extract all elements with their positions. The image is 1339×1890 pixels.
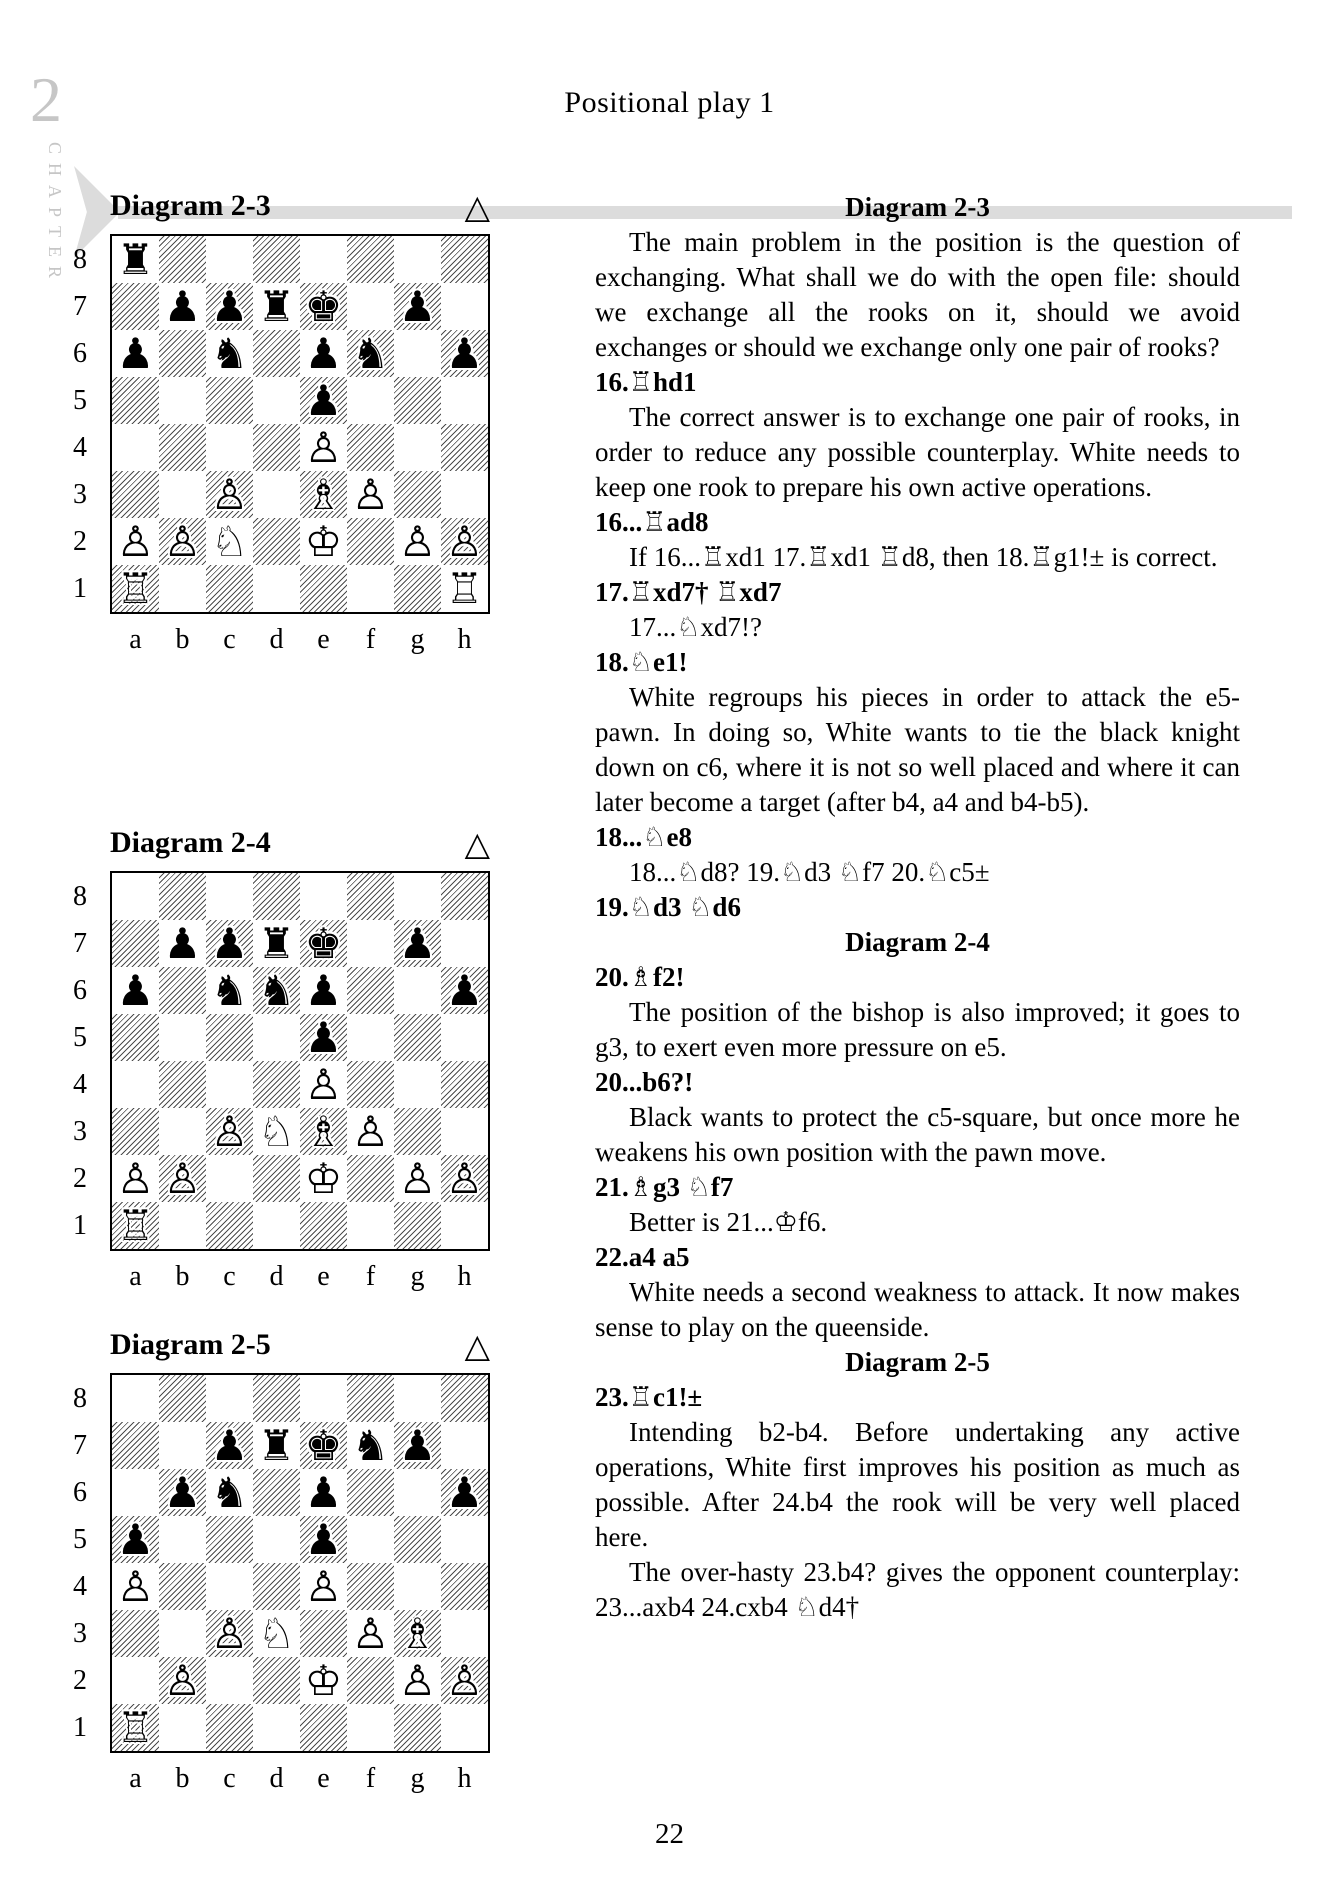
piece-wP-c3: ♙ <box>210 1608 249 1658</box>
piece-bN-f6: ♞ <box>351 328 390 378</box>
square-b3 <box>159 471 206 518</box>
square-h4 <box>441 1061 488 1108</box>
square-b1 <box>159 565 206 612</box>
move-line: 16.♖hd1 <box>595 367 697 397</box>
square-f1 <box>347 1202 394 1249</box>
square-g6 <box>394 330 441 377</box>
square-h5 <box>441 377 488 424</box>
piece-bP-e5: ♟ <box>304 1012 343 1062</box>
file-label-e: e <box>317 1763 330 1794</box>
square-c2 <box>206 1657 253 1704</box>
square-a7 <box>112 283 159 330</box>
piece-bP-h6: ♟ <box>445 328 484 378</box>
square-g5 <box>394 1014 441 1061</box>
square-d2 <box>253 1155 300 1202</box>
piece-bP-c7: ♟ <box>210 1420 249 1470</box>
piece-bP-a5: ♟ <box>116 1514 155 1564</box>
white-to-move-icon: △ <box>464 186 490 226</box>
square-b1 <box>159 1704 206 1751</box>
piece-bR-d7: ♜ <box>257 281 296 331</box>
variation-line: 17...♘xd7!? <box>629 612 762 642</box>
piece-wR-a1: ♖ <box>116 1702 155 1752</box>
square-d2 <box>253 518 300 565</box>
square-a3 <box>112 1108 159 1155</box>
square-d5 <box>253 1014 300 1061</box>
rank-label-6: 6 <box>73 975 87 1006</box>
square-f7 <box>347 283 394 330</box>
file-labels <box>112 1763 490 1795</box>
square-c5 <box>206 1014 253 1061</box>
annotation-text-column <box>595 190 1240 1625</box>
square-c1 <box>206 1202 253 1249</box>
move-line: 18.♘e1! <box>595 647 688 677</box>
square-f5 <box>347 1014 394 1061</box>
rank-labels <box>60 236 100 612</box>
piece-bP-e6: ♟ <box>304 965 343 1015</box>
piece-wP-g2: ♙ <box>398 1153 437 1203</box>
square-b3 <box>159 1108 206 1155</box>
square-b6 <box>159 967 206 1014</box>
square-f5 <box>347 1516 394 1563</box>
file-label-c: c <box>223 624 236 655</box>
square-e8 <box>300 236 347 283</box>
square-g1 <box>394 1704 441 1751</box>
square-g5 <box>394 377 441 424</box>
text-paragraph: The over-hasty 23.b4? gives the opponent counterplay: 23...axb4 24.cxb4 ♘d4† <box>595 1557 1240 1622</box>
square-g8 <box>394 236 441 283</box>
rank-labels <box>60 1375 100 1751</box>
square-e3 <box>300 1610 347 1657</box>
piece-bK-e7: ♚ <box>304 1420 343 1470</box>
file-label-h: h <box>457 1261 472 1292</box>
square-c8 <box>206 236 253 283</box>
piece-wP-a2: ♙ <box>116 516 155 566</box>
file-label-b: b <box>175 624 190 655</box>
square-c5 <box>206 1516 253 1563</box>
piece-bP-g7: ♟ <box>398 1420 437 1470</box>
move-line: 20...b6?! <box>595 1067 694 1097</box>
piece-wP-h2: ♙ <box>445 1153 484 1203</box>
square-d1 <box>253 1704 300 1751</box>
square-a5 <box>112 377 159 424</box>
piece-wP-b2: ♙ <box>163 516 202 566</box>
square-d8 <box>253 236 300 283</box>
square-f6 <box>347 1469 394 1516</box>
square-e8 <box>300 873 347 920</box>
square-c1 <box>206 1704 253 1751</box>
file-label-h: h <box>457 1763 472 1794</box>
chess-diagram-2-5 <box>73 1322 490 1795</box>
file-labels <box>112 1261 490 1293</box>
piece-bP-c7: ♟ <box>210 281 249 331</box>
text-paragraph: Black wants to protect the c5-square, but once more he weakens his own position with the pawn move. <box>595 1102 1240 1167</box>
square-h7 <box>441 920 488 967</box>
piece-wP-b2: ♙ <box>163 1655 202 1705</box>
move-line: 19.♘d3 ♘d6 <box>595 892 741 922</box>
square-f4 <box>347 1563 394 1610</box>
rank-label-4: 4 <box>73 1069 87 1100</box>
square-g4 <box>394 1061 441 1108</box>
move-line: 22.a4 a5 <box>595 1242 690 1272</box>
piece-bP-a6: ♟ <box>116 965 155 1015</box>
piece-bP-g7: ♟ <box>398 281 437 331</box>
rank-label-2: 2 <box>73 1665 87 1696</box>
rank-label-7: 7 <box>73 928 87 959</box>
rank-label-2: 2 <box>73 526 87 557</box>
file-label-a: a <box>129 1763 142 1794</box>
chess-board <box>73 1373 490 1753</box>
rank-label-6: 6 <box>73 1477 87 1508</box>
square-f4 <box>347 424 394 471</box>
square-h4 <box>441 424 488 471</box>
square-a3 <box>112 471 159 518</box>
square-b7 <box>159 1422 206 1469</box>
file-label-f: f <box>365 1261 376 1292</box>
page-number: 22 <box>655 1818 684 1850</box>
square-f5 <box>347 377 394 424</box>
file-label-g: g <box>410 1763 425 1794</box>
piece-wP-a2: ♙ <box>116 1153 155 1203</box>
square-a4 <box>112 424 159 471</box>
rank-label-4: 4 <box>73 1571 87 1602</box>
piece-bK-e7: ♚ <box>304 918 343 968</box>
file-label-g: g <box>410 624 425 655</box>
square-d4 <box>253 1061 300 1108</box>
rank-label-3: 3 <box>73 479 87 510</box>
piece-wP-e4: ♙ <box>304 1561 343 1611</box>
file-label-d: d <box>269 1763 284 1794</box>
square-a4 <box>112 1061 159 1108</box>
square-a8 <box>112 873 159 920</box>
piece-wP-a4: ♙ <box>116 1561 155 1611</box>
piece-bP-h6: ♟ <box>445 965 484 1015</box>
text-paragraph: The correct answer is to exchange one pair of rooks, in order to reduce any possible counterplay. White needs to keep one rook to prepare his own active operations. <box>595 402 1240 502</box>
diagram-heading: Diagram 2-3 <box>845 192 990 222</box>
square-f6 <box>347 967 394 1014</box>
square-b4 <box>159 1563 206 1610</box>
variation-line: Better is 21...♔f6. <box>629 1207 828 1237</box>
square-h7 <box>441 1422 488 1469</box>
square-f1 <box>347 1704 394 1751</box>
piece-bP-e6: ♟ <box>304 1467 343 1517</box>
square-g8 <box>394 873 441 920</box>
file-label-g: g <box>410 1261 425 1292</box>
rank-label-5: 5 <box>73 385 87 416</box>
square-d5 <box>253 1516 300 1563</box>
square-a2 <box>112 1657 159 1704</box>
piece-wP-c3: ♙ <box>210 469 249 519</box>
rank-label-8: 8 <box>73 881 87 912</box>
text-paragraph: The position of the bishop is also improved; it goes to g3, to exert even more pressure on e5. <box>595 997 1240 1062</box>
piece-bP-e5: ♟ <box>304 1514 343 1564</box>
square-d6 <box>253 330 300 377</box>
piece-wB-e3: ♗ <box>304 469 343 519</box>
square-f1 <box>347 565 394 612</box>
square-c2 <box>206 1155 253 1202</box>
rank-label-2: 2 <box>73 1163 87 1194</box>
square-g3 <box>394 1108 441 1155</box>
square-g6 <box>394 1469 441 1516</box>
rank-labels <box>60 873 100 1249</box>
piece-bP-g7: ♟ <box>398 918 437 968</box>
square-h8 <box>441 873 488 920</box>
text-paragraph: The main problem in the position is the question of exchanging. What shall we do with the open file: should we exchange all the rooks on it, should we avoid exchanges or should we exchange only one pair of rooks? <box>595 227 1240 362</box>
piece-bP-a6: ♟ <box>116 328 155 378</box>
square-b5 <box>159 1516 206 1563</box>
square-e1 <box>300 1202 347 1249</box>
piece-wP-b2: ♙ <box>163 1153 202 1203</box>
piece-bK-e7: ♚ <box>304 281 343 331</box>
rank-label-7: 7 <box>73 291 87 322</box>
variation-line: 18...♘d8? 19.♘d3 ♘f7 20.♘c5± <box>629 857 990 887</box>
chess-diagram-2-3 <box>73 183 490 656</box>
file-label-f: f <box>365 1763 376 1794</box>
piece-bP-b6: ♟ <box>163 1467 202 1517</box>
piece-bR-a8: ♜ <box>116 234 155 284</box>
square-h3 <box>441 1610 488 1657</box>
square-a6 <box>112 1469 159 1516</box>
square-b8 <box>159 236 206 283</box>
square-g1 <box>394 1202 441 1249</box>
rank-label-7: 7 <box>73 1430 87 1461</box>
diagram-label: Diagram 2-5 <box>110 1328 271 1361</box>
piece-bP-h6: ♟ <box>445 1467 484 1517</box>
rank-label-6: 6 <box>73 338 87 369</box>
piece-wP-f3: ♙ <box>351 1106 390 1156</box>
piece-bN-c6: ♞ <box>210 328 249 378</box>
text-paragraph: White needs a second weakness to attack. It now makes sense to play on the queenside. <box>595 1277 1240 1342</box>
rank-label-8: 8 <box>73 244 87 275</box>
piece-wP-f3: ♙ <box>351 469 390 519</box>
square-f2 <box>347 1657 394 1704</box>
file-label-e: e <box>317 1261 330 1292</box>
move-line: 18...♘e8 <box>595 822 692 852</box>
file-label-h: h <box>457 624 472 655</box>
square-f7 <box>347 920 394 967</box>
piece-wN-d3: ♘ <box>257 1106 296 1156</box>
square-b5 <box>159 1014 206 1061</box>
piece-bN-c6: ♞ <box>210 1467 249 1517</box>
rank-label-1: 1 <box>73 1712 87 1743</box>
piece-wK-e2: ♔ <box>304 1153 343 1203</box>
chapter-label: CHAPTER <box>45 142 65 288</box>
text-paragraph: White regroups his pieces in order to attack the e5-pawn. In doing so, White wants to tie the black knight down on c6, where it is not so well placed and where it can later become a target (after b4, a4 and b4-b5). <box>595 682 1240 817</box>
piece-wR-a1: ♖ <box>116 1200 155 1250</box>
square-a8 <box>112 1375 159 1422</box>
rank-label-1: 1 <box>73 1210 87 1241</box>
piece-wP-c3: ♙ <box>210 1106 249 1156</box>
square-h5 <box>441 1516 488 1563</box>
square-h1 <box>441 1704 488 1751</box>
text-paragraph: Intending b2-b4. Before undertaking any active operations, White first improves his position as much as possible. After 24.b4 the rook will be very well placed here. <box>595 1417 1240 1552</box>
square-c5 <box>206 377 253 424</box>
white-to-move-icon: △ <box>464 823 490 863</box>
square-b4 <box>159 424 206 471</box>
square-a3 <box>112 1610 159 1657</box>
file-label-d: d <box>269 624 284 655</box>
file-label-e: e <box>317 624 330 655</box>
piece-wP-g2: ♙ <box>398 516 437 566</box>
rank-label-5: 5 <box>73 1524 87 1555</box>
piece-bP-e5: ♟ <box>304 375 343 425</box>
square-d8 <box>253 873 300 920</box>
file-labels <box>112 624 490 656</box>
square-d1 <box>253 565 300 612</box>
file-label-b: b <box>175 1261 190 1292</box>
piece-wB-g3: ♗ <box>398 1608 437 1658</box>
piece-bR-d7: ♜ <box>257 1420 296 1470</box>
square-d5 <box>253 377 300 424</box>
move-line: 23.♖c1!± <box>595 1382 703 1412</box>
square-f4 <box>347 1061 394 1108</box>
square-d3 <box>253 471 300 518</box>
piece-bP-e6: ♟ <box>304 328 343 378</box>
rank-label-8: 8 <box>73 1383 87 1414</box>
square-h3 <box>441 471 488 518</box>
running-header: Positional play 1 <box>564 86 775 119</box>
chess-diagram-2-4 <box>73 820 490 1293</box>
square-g3 <box>394 471 441 518</box>
square-g8 <box>394 1375 441 1422</box>
piece-wN-d3: ♘ <box>257 1608 296 1658</box>
square-e1 <box>300 1704 347 1751</box>
square-c4 <box>206 1563 253 1610</box>
square-d4 <box>253 424 300 471</box>
square-e8 <box>300 1375 347 1422</box>
square-g6 <box>394 967 441 1014</box>
square-b3 <box>159 1610 206 1657</box>
square-d4 <box>253 1563 300 1610</box>
square-f2 <box>347 1155 394 1202</box>
square-a7 <box>112 1422 159 1469</box>
rank-label-5: 5 <box>73 1022 87 1053</box>
piece-wP-g2: ♙ <box>398 1655 437 1705</box>
square-e1 <box>300 565 347 612</box>
square-b4 <box>159 1061 206 1108</box>
move-line: 20.♗f2! <box>595 962 685 992</box>
square-d2 <box>253 1657 300 1704</box>
piece-bN-c6: ♞ <box>210 965 249 1015</box>
square-c4 <box>206 1061 253 1108</box>
square-a5 <box>112 1014 159 1061</box>
piece-wR-a1: ♖ <box>116 563 155 613</box>
file-label-a: a <box>129 624 142 655</box>
piece-bP-b7: ♟ <box>163 281 202 331</box>
square-d1 <box>253 1202 300 1249</box>
text-paragraph: If 16...♖xd1 17.♖xd1 ♖d8, then 18.♖g1!± is correct. <box>629 542 1218 572</box>
piece-bR-d7: ♜ <box>257 918 296 968</box>
file-label-a: a <box>129 1261 142 1292</box>
rank-label-3: 3 <box>73 1116 87 1147</box>
square-f8 <box>347 873 394 920</box>
square-h1 <box>441 1202 488 1249</box>
square-c8 <box>206 873 253 920</box>
diagram-heading: Diagram 2-4 <box>845 927 990 957</box>
piece-bN-d6: ♞ <box>257 965 296 1015</box>
piece-wP-f3: ♙ <box>351 1608 390 1658</box>
square-f2 <box>347 518 394 565</box>
square-g4 <box>394 1563 441 1610</box>
square-b6 <box>159 330 206 377</box>
square-h5 <box>441 1014 488 1061</box>
file-label-c: c <box>223 1261 236 1292</box>
square-f8 <box>347 236 394 283</box>
move-line: 16...♖ad8 <box>595 507 709 537</box>
rank-label-4: 4 <box>73 432 87 463</box>
move-line: 21.♗g3 ♘f7 <box>595 1172 734 1202</box>
chapter-number: 2 <box>30 64 62 135</box>
square-c4 <box>206 424 253 471</box>
diagram-label: Diagram 2-4 <box>110 826 271 859</box>
square-h3 <box>441 1108 488 1155</box>
piece-wP-h2: ♙ <box>445 1655 484 1705</box>
square-d8 <box>253 1375 300 1422</box>
piece-wB-e3: ♗ <box>304 1106 343 1156</box>
rank-label-1: 1 <box>73 573 87 604</box>
piece-bN-f7: ♞ <box>351 1420 390 1470</box>
piece-wP-e4: ♙ <box>304 422 343 472</box>
square-b5 <box>159 377 206 424</box>
piece-wK-e2: ♔ <box>304 516 343 566</box>
white-to-move-icon: △ <box>464 1325 490 1365</box>
file-label-f: f <box>365 624 376 655</box>
piece-bP-b7: ♟ <box>163 918 202 968</box>
move-line: 17.♖xd7† ♖xd7 <box>595 577 782 607</box>
piece-wP-e4: ♙ <box>304 1059 343 1109</box>
square-h4 <box>441 1563 488 1610</box>
piece-wR-h1: ♖ <box>445 563 484 613</box>
piece-bP-c7: ♟ <box>210 918 249 968</box>
diagram-label: Diagram 2-3 <box>110 189 271 222</box>
piece-wK-e2: ♔ <box>304 1655 343 1705</box>
file-label-d: d <box>269 1261 284 1292</box>
chess-board <box>73 871 490 1251</box>
diagram-heading: Diagram 2-5 <box>845 1347 990 1377</box>
piece-wN-c2: ♘ <box>210 516 249 566</box>
square-b8 <box>159 873 206 920</box>
square-b8 <box>159 1375 206 1422</box>
file-label-b: b <box>175 1763 190 1794</box>
square-c8 <box>206 1375 253 1422</box>
square-c1 <box>206 565 253 612</box>
file-label-c: c <box>223 1763 236 1794</box>
piece-wP-h2: ♙ <box>445 516 484 566</box>
rank-label-3: 3 <box>73 1618 87 1649</box>
square-g4 <box>394 424 441 471</box>
square-a7 <box>112 920 159 967</box>
square-d6 <box>253 1469 300 1516</box>
square-b1 <box>159 1202 206 1249</box>
chess-board <box>73 234 490 614</box>
square-h7 <box>441 283 488 330</box>
square-g5 <box>394 1516 441 1563</box>
square-f8 <box>347 1375 394 1422</box>
square-h8 <box>441 1375 488 1422</box>
square-h8 <box>441 236 488 283</box>
square-g1 <box>394 565 441 612</box>
